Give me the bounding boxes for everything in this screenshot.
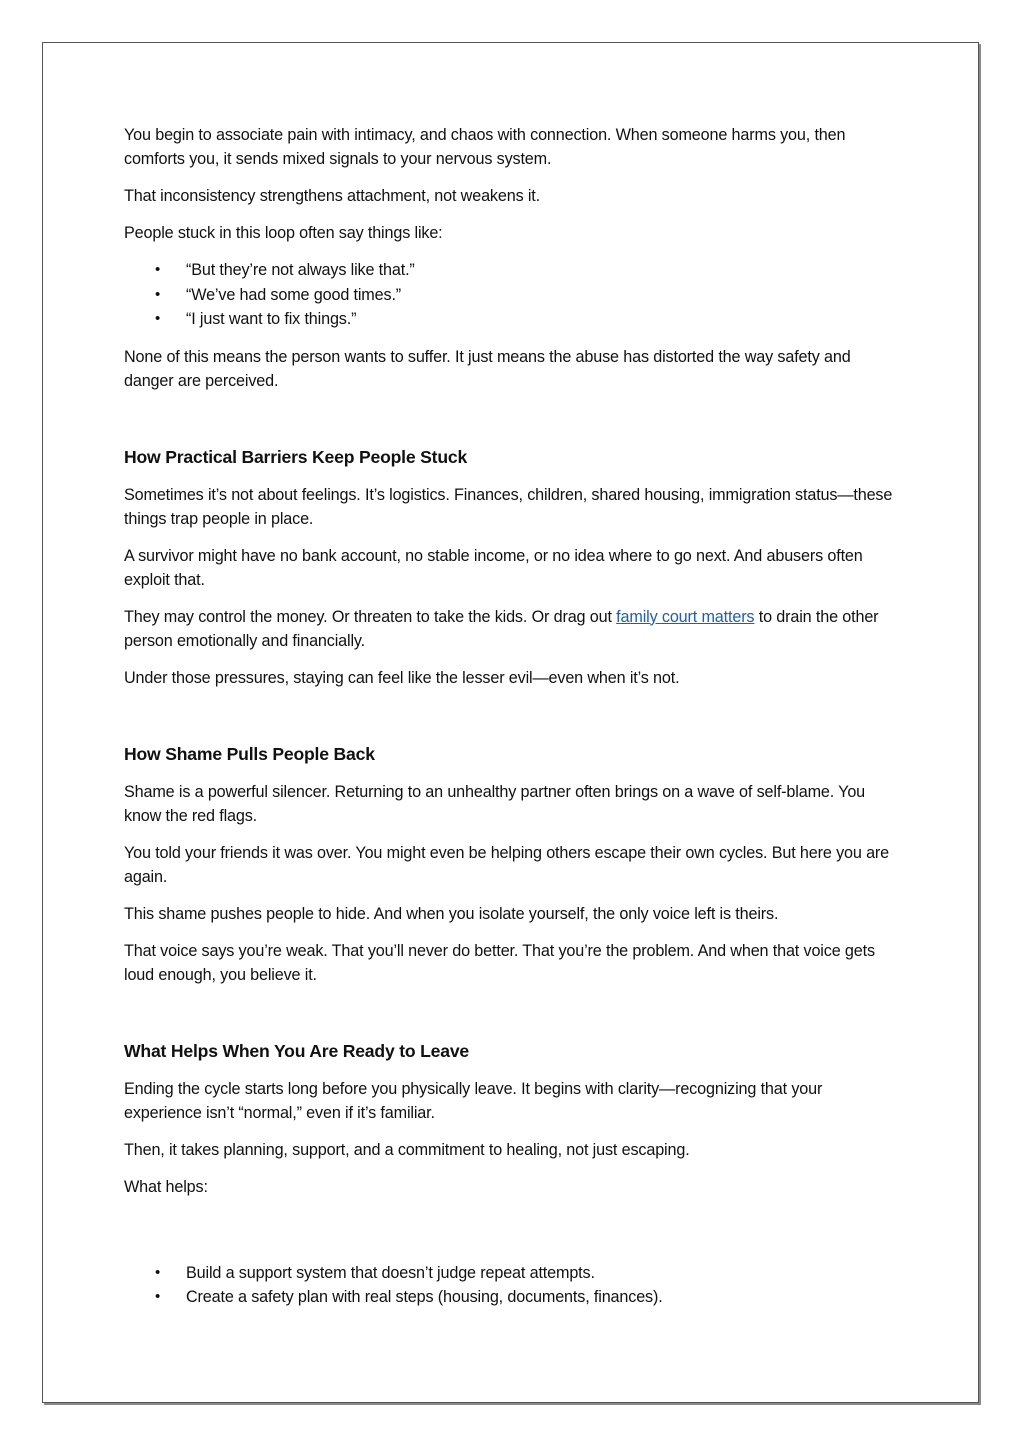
heading-shame: How Shame Pulls People Back (124, 743, 375, 764)
barriers-text-after-link: to drain the other person emotionally and financially. (124, 607, 879, 650)
shame-paragraph-1: Shame is a powerful silencer. Returning to an unhealthy partner often brings on a wave of self-blame. You know the red flags. (124, 782, 866, 825)
shame-paragraph-4: That voice says you’re weak. That you’ll never do better. That you’re the problem. And when that voice gets loud enough, you believe it. (124, 941, 875, 984)
section-spacer (124, 1212, 904, 1261)
list-item: • Create a safety plan with real steps (housing, documents, finances). (124, 1285, 904, 1310)
barriers-paragraph-4: Under those pressures, staying can feel like the lesser evil—even when it’s not. (124, 668, 680, 687)
family-court-matters-link[interactable]: family court matters (616, 607, 755, 626)
list-item: • “I just want to fix things.” (124, 307, 904, 332)
section-spacer (124, 1000, 904, 1038)
heading-practical-barriers: How Practical Barriers Keep People Stuck (124, 446, 468, 467)
intro-paragraph-4: None of this means the person wants to suffer. It just means the abuse has distorted the way safety and danger are perceived. (124, 347, 851, 390)
intro-paragraph-2: That inconsistency strengthens attachment, not weakens it. (124, 187, 541, 205)
helps-list (124, 1261, 904, 1310)
list-item: • Build a support system that doesn’t judge repeat attempts. (124, 1261, 904, 1286)
shame-paragraph-3: This shame pushes people to hide. And when you isolate yourself, the only voice left is theirs. (124, 904, 779, 923)
barriers-paragraph-2: A survivor might have no bank account, no stable income, or no idea where to go next. And abusers often exploit that. (124, 546, 863, 589)
intro-paragraph-1: You begin to associate pain with intimacy, and chaos with connection. When someone harms you, then comforts you, it sends mixed signals to your nervous system. (124, 126, 846, 168)
section-spacer (124, 406, 904, 444)
leave-paragraph-1: Ending the cycle starts long before you physically leave. It begins with clarity—recognizing that your experience isn’t “normal,” even if it’s familiar. (124, 1079, 823, 1122)
list-item: • “We’ve had some good times.” (124, 283, 904, 308)
intro-paragraph-3: People stuck in this loop often say things like: (124, 224, 443, 242)
barriers-text-before-link: They may control the money. Or threaten to take the kids. Or drag out (124, 607, 617, 626)
leave-paragraph-3: What helps: (124, 1177, 208, 1196)
leave-paragraph-2: Then, it takes planning, support, and a commitment to healing, not just escaping. (124, 1140, 690, 1159)
list-item: • “But they’re not always like that.” (124, 258, 904, 283)
heading-ready-to-leave: What Helps When You Are Ready to Leave (124, 1040, 469, 1061)
quotes-list (124, 258, 904, 332)
shame-paragraph-2: You told your friends it was over. You might even be helping others escape their own cycles. But here you are again. (124, 843, 890, 886)
document-body (124, 123, 904, 1323)
section-spacer (124, 703, 904, 741)
barriers-paragraph-3 (124, 605, 904, 653)
barriers-paragraph-1: Sometimes it’s not about feelings. It’s logistics. Finances, children, shared housing, immigration status—these things trap people in place. (124, 485, 893, 528)
